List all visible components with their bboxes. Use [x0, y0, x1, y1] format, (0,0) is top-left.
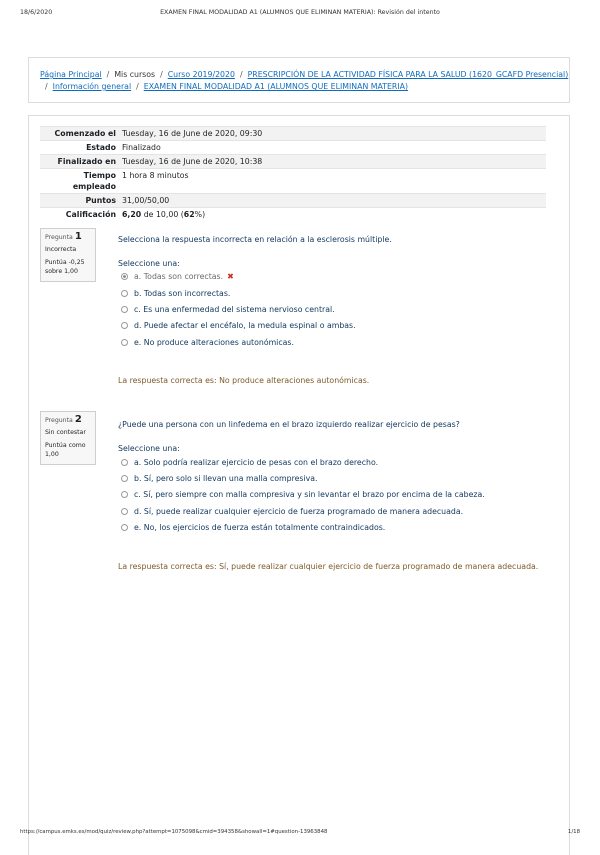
breadcrumb-home-link[interactable]: Página Principal	[40, 70, 102, 79]
radio-button[interactable]	[121, 508, 128, 515]
summary-label: Comenzado el	[54, 129, 116, 138]
print-title: EXAMEN FINAL MODALIDAD A1 (ALUMNOS QUE ELIMINAN MATERIA): Revisión del intento	[160, 9, 440, 16]
question-label: Pregunta	[45, 234, 73, 241]
incorrect-icon: ✖	[227, 272, 234, 281]
option-label: b. Sí, pero solo si llevan una malla compresiva.	[134, 474, 318, 483]
breadcrumb-separator: /	[45, 82, 48, 91]
question-label: Pregunta	[45, 417, 73, 424]
summary-row-finished	[40, 155, 546, 169]
summary-row-points	[40, 194, 546, 208]
question-state: Incorrecta	[45, 246, 77, 253]
print-page-number: 1/18	[567, 829, 580, 835]
summary-label-line: empleado	[72, 182, 116, 191]
question-1-info	[40, 228, 96, 282]
summary-label-line: Tiempo	[83, 171, 116, 180]
option-label: a. Todas son correctas.	[134, 272, 224, 281]
summary-row-grade	[40, 208, 546, 222]
summary-value: 1 hora 8 minutos	[122, 171, 189, 180]
question-2-option-d[interactable]	[121, 507, 463, 516]
question-grade: Puntúa como 1,00	[45, 442, 86, 458]
breadcrumb-section-link[interactable]: Información general	[52, 82, 132, 91]
summary-value: Tuesday, 16 de June de 2020, 09:30	[122, 129, 263, 138]
radio-button[interactable]	[121, 524, 128, 531]
grade-score: 6,20	[122, 210, 142, 219]
summary-value: 31,00/50,00	[122, 196, 170, 205]
radio-button[interactable]	[121, 491, 128, 498]
summary-row-state	[40, 141, 546, 155]
question-1-feedback: La respuesta correcta es: No produce alteraciones autonómicas.	[118, 376, 370, 385]
breadcrumb-quiz-link[interactable]: EXAMEN FINAL MODALIDAD A1 (ALUMNOS QUE ELIMINAN MATERIA)	[143, 82, 408, 91]
option-label: b. Todas son incorrectas.	[134, 289, 231, 298]
radio-button[interactable]	[121, 322, 128, 329]
summary-row-time	[40, 169, 546, 194]
option-label: e. No, los ejercicios de fuerza están totalmente contraindicados.	[134, 523, 386, 532]
question-1-text: Selecciona la respuesta incorrecta en relación a la esclerosis múltiple.	[118, 235, 392, 244]
option-label: a. Solo podría realizar ejercicio de pesas con el brazo derecho.	[134, 458, 379, 467]
summary-label: Estado	[86, 143, 116, 152]
question-2-option-e[interactable]	[121, 523, 385, 532]
summary-value: Tuesday, 16 de June de 2020, 10:38	[122, 157, 263, 166]
grade-percent: 62	[183, 210, 195, 219]
breadcrumb-my-courses: Mis cursos	[114, 70, 156, 79]
question-number: 1	[74, 231, 82, 242]
option-label: c. Es una enfermedad del sistema nervioso central.	[134, 305, 335, 314]
option-label: d. Sí, puede realizar cualquier ejercicio de fuerza programado de manera adecuada.	[134, 507, 464, 516]
breadcrumb	[28, 57, 570, 103]
question-2-text: ¿Puede una persona con un linfedema en el brazo izquierdo realizar ejercicio de pesas?	[118, 420, 460, 429]
question-number: 2	[74, 414, 82, 425]
summary-label: Puntos	[85, 196, 116, 205]
main-region	[28, 115, 570, 855]
question-2-option-c[interactable]	[121, 490, 485, 499]
radio-button[interactable]	[121, 273, 128, 280]
grade-rest: de 10,00 (	[141, 210, 184, 219]
breadcrumb-separator: /	[136, 82, 139, 91]
question-2-feedback: La respuesta correcta es: Sí, puede realizar cualquier ejercicio de fuerza programado de manera adecuada.	[118, 562, 539, 571]
question-1-option-a[interactable]	[121, 272, 234, 281]
summary-row-started	[40, 127, 546, 141]
summary-label: Calificación	[65, 210, 116, 219]
breadcrumb-year-link[interactable]: Curso 2019/2020	[167, 70, 235, 79]
radio-button[interactable]	[121, 290, 128, 297]
question-1-option-d[interactable]	[121, 321, 356, 330]
question-1-option-b[interactable]	[121, 289, 230, 298]
option-label: d. Puede afectar el encéfalo, la medula espinal o ambas.	[134, 321, 356, 330]
option-label: c. Sí, pero siempre con malla compresiva y sin levantar el brazo por encima de la cabeza.	[134, 490, 485, 499]
question-1-option-c[interactable]	[121, 305, 335, 314]
grade-end: %)	[194, 210, 206, 219]
radio-button[interactable]	[121, 339, 128, 346]
option-label: e. No produce alteraciones autonómicas.	[134, 338, 294, 347]
summary-value	[122, 208, 546, 222]
radio-button[interactable]	[121, 459, 128, 466]
breadcrumb-separator: /	[106, 70, 110, 79]
print-url: https://campus.emks.es/mod/quiz/review.php?attempt=1075098&cmid=394358&showall=1#question-13963848	[20, 829, 328, 835]
question-2-prompt: Seleccione una:	[118, 444, 180, 453]
question-grade: Puntúa -0,25 sobre 1,00	[45, 259, 85, 275]
breadcrumb-separator: /	[160, 70, 163, 79]
question-state: Sin contestar	[45, 429, 86, 436]
summary-label	[40, 169, 122, 194]
question-2-info	[40, 411, 96, 465]
summary-value: Finalizado	[122, 143, 161, 152]
radio-button[interactable]	[121, 475, 128, 482]
breadcrumb-course-link[interactable]: PRESCRIPCIÓN DE LA ACTIVIDAD FÍSICA PARA LA SALUD (1620_GCAFD Presencial)	[247, 70, 569, 79]
question-1-prompt: Seleccione una:	[118, 259, 180, 268]
attempt-summary	[40, 126, 546, 221]
radio-button[interactable]	[121, 306, 128, 313]
print-date: 18/6/2020	[20, 9, 53, 16]
question-1-option-e[interactable]	[121, 338, 294, 347]
question-2-option-b[interactable]	[121, 474, 318, 483]
question-2-option-a[interactable]	[121, 458, 378, 467]
breadcrumb-separator: /	[239, 70, 243, 79]
summary-label: Finalizado en	[57, 157, 116, 166]
